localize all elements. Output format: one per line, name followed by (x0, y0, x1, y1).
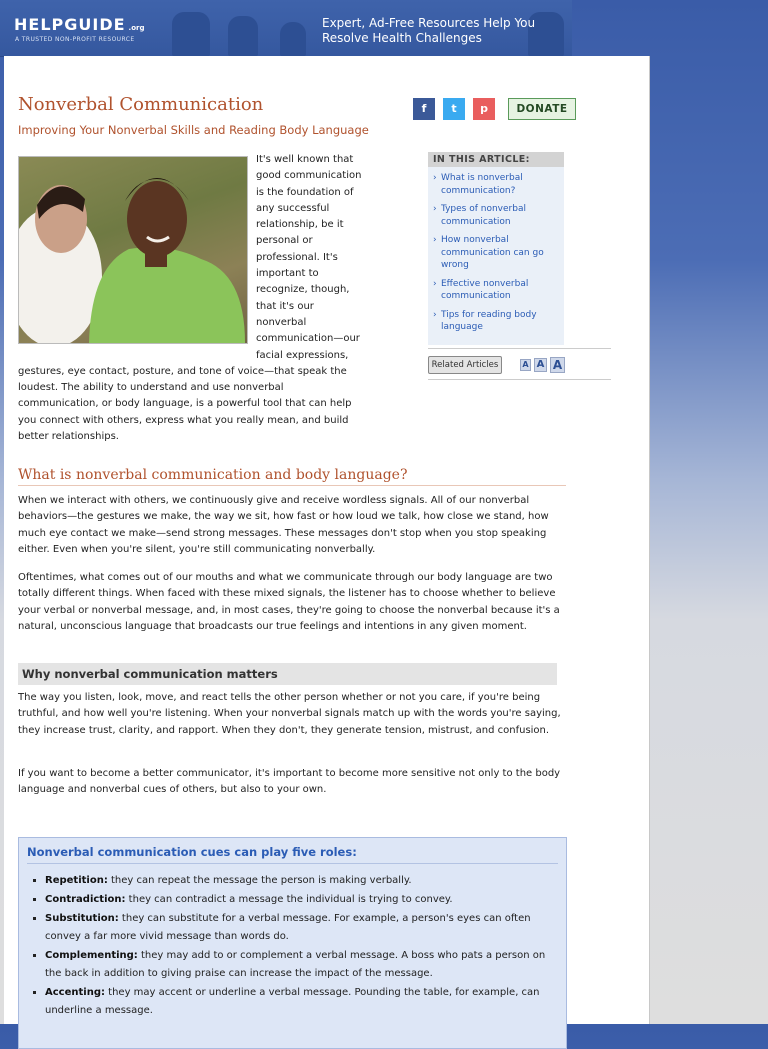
roles-heading: Nonverbal communication cues can play five roles: (27, 845, 558, 864)
font-size-small-button[interactable]: A (520, 359, 531, 371)
facebook-share-icon[interactable]: f (413, 98, 435, 120)
silhouette-figure (228, 16, 258, 56)
logo-subtitle: A TRUSTED NON-PROFIT RESOURCE (15, 36, 135, 43)
section-heading: What is nonverbal communication and body language? (18, 467, 566, 486)
role-item (45, 984, 552, 1020)
intro-text: It's well known that good communication is the foundation of any successful relationship, be it personal or professional. It's important to recognize, though, that it's our nonverbal communication—our facial expressions, gestures, eye contact, posture, and tone of voice—that speak the loudest. The ability to understand and use nonverbal communication, or body language, is a powerful tool that can help you connect with others, express what you really mean, and build better relationships. (18, 154, 362, 443)
page-title: Nonverbal Communication (18, 94, 264, 115)
role-text: they can contradict a message the individual is trying to convey. (125, 894, 453, 905)
section-paragraph: Oftentimes, what comes out of our mouths and what we communicate through our body language are two totally different things. When faced with these mixed signals, the listener has to choose whether to believe your verbal or nonverbal message, and, in most cases, they're going to choose the nonverbal because it's a natural, unconscious language that broadcasts our true feelings and intentions in any given moment. (18, 572, 560, 632)
toc-heading: IN THIS ARTICLE: (428, 152, 564, 167)
role-term: Complementing: (45, 950, 138, 961)
role-text: they can substitute for a verbal message. For example, a person's eyes can often convey a far more vivid message than words do. (45, 913, 531, 942)
toc-link[interactable]: › Types of nonverbal communication (432, 203, 560, 228)
font-size-medium-button[interactable]: A (534, 358, 547, 372)
role-item (45, 947, 552, 983)
section-paragraph: If you want to become a better communicator, it's important to become more sensitive not only to the body language and nonverbal cues of others, but also to your own. (18, 768, 561, 796)
role-term: Contradiction: (45, 894, 126, 905)
role-term: Repetition: (45, 875, 108, 886)
article-page (4, 56, 650, 1024)
article-tools (428, 348, 611, 380)
silhouette-figure (172, 12, 210, 56)
subsection-heading: Why nonverbal communication matters (18, 663, 557, 685)
pinterest-share-icon[interactable]: p (473, 98, 495, 120)
role-text: they may accent or underline a verbal message. Pounding the table, for example, can underline a message. (45, 987, 540, 1016)
donate-button[interactable]: DONATE (508, 98, 576, 120)
header-tagline (322, 16, 535, 46)
silhouette-figure (280, 22, 306, 56)
roles-list (19, 872, 566, 1020)
role-item (45, 910, 552, 946)
logo-suffix: .org (128, 24, 145, 32)
role-term: Substitution: (45, 913, 119, 924)
role-text: they may add to or complement a verbal message. A boss who pats a person on the back in addition to giving praise can increase the impact of the message. (45, 950, 546, 979)
intro-paragraph (18, 152, 366, 445)
toc-link[interactable]: › Effective nonverbal communication (432, 278, 560, 303)
toc-link[interactable]: › How nonverbal communication can go wrong (432, 234, 560, 272)
font-size-large-button[interactable]: A (550, 357, 565, 373)
nonverbal-roles-box (18, 837, 567, 1049)
tagline-line: Expert, Ad-Free Resources Help You (322, 16, 536, 30)
role-item (45, 891, 552, 909)
section-paragraph: The way you listen, look, move, and react tells the other person whether or not you care, if you're being truthful, and how well you're listening. When your nonverbal signals match up with the words you're saying, they increase trust, clarity, and rapport. When they don't, they generate tension, mistrust, and confusion. (18, 692, 561, 736)
page-subtitle: Improving Your Nonverbal Skills and Reading Body Language (18, 123, 369, 137)
toc-link[interactable]: › Tips for reading body language (432, 309, 560, 334)
logo-text: HELPGUIDE (14, 15, 126, 34)
toc-list (428, 167, 564, 345)
section-paragraph: When we interact with others, we continuously give and receive wordless signals. All of our nonverbal behaviors—the gestures we make, the way we sit, how fast or how loud we talk, how close we stand, how much eye contact we make—send strong messages. These messages don't stop when you stop speaking either. Even when you're silent, you're still communicating nonverbally. (18, 495, 549, 555)
twitter-share-icon[interactable]: t (443, 98, 465, 120)
related-articles-button[interactable]: Related Articles (428, 356, 502, 374)
helpguide-logo[interactable] (14, 15, 144, 34)
toc-link[interactable]: › What is nonverbal communication? (432, 172, 560, 197)
role-item (45, 872, 552, 890)
site-header (0, 0, 572, 57)
role-term: Accenting: (45, 987, 105, 998)
tagline-line: Resolve Health Challenges (322, 31, 482, 45)
role-text: they can repeat the message the person is making verbally. (107, 875, 412, 886)
in-this-article-box (428, 152, 564, 345)
